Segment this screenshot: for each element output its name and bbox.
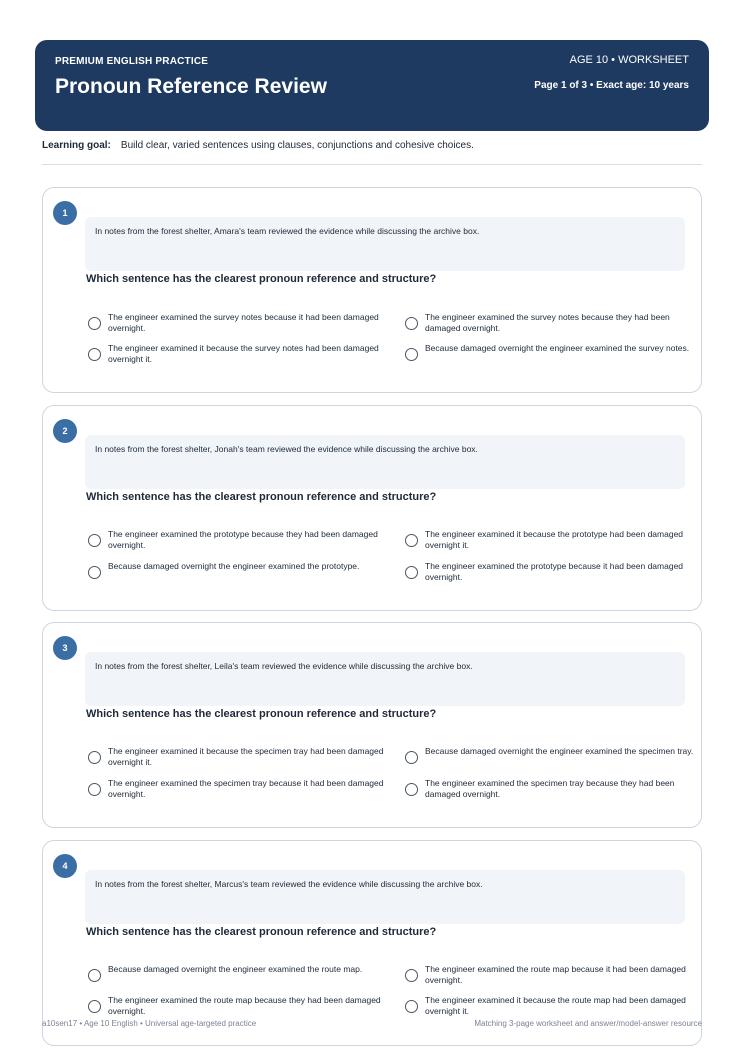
- radio-button[interactable]: [88, 317, 101, 330]
- radio-button[interactable]: [88, 751, 101, 764]
- option-text: Because damaged overnight the engineer examined the survey notes.: [425, 343, 690, 353]
- question-number: 3: [53, 636, 77, 660]
- question-context: In notes from the forest shelter, Jonah's team reviewed the evidence while discussing the archive box.: [85, 435, 685, 489]
- question-card-3: [42, 622, 702, 828]
- option-text: The engineer examined the prototype because they had been damaged overnight.: [108, 529, 378, 550]
- radio-button[interactable]: [88, 534, 101, 547]
- question-card-4: [42, 840, 702, 1046]
- radio-button[interactable]: [405, 1000, 418, 1013]
- radio-button[interactable]: [88, 783, 101, 796]
- footer-right: Matching 3-page worksheet and answer/model-answer resource: [474, 1019, 702, 1028]
- age-worksheet-label: AGE 10 • WORKSHEET: [569, 54, 689, 66]
- radio-button[interactable]: [88, 969, 101, 982]
- radio-button[interactable]: [88, 566, 101, 579]
- question-context: In notes from the forest shelter, Leila's team reviewed the evidence while discussing the archive box.: [85, 652, 685, 706]
- option-text: The engineer examined the route map because it had been damaged overnight.: [425, 964, 686, 985]
- option-text: Because damaged overnight the engineer examined the route map.: [108, 964, 363, 974]
- question-prompt: Which sentence has the clearest pronoun reference and structure?: [86, 491, 437, 503]
- learning-goal-label: Learning goal:: [42, 140, 111, 151]
- radio-button[interactable]: [88, 1000, 101, 1013]
- question-context: In notes from the forest shelter, Marcus's team reviewed the evidence while discussing the archive box.: [85, 870, 685, 924]
- option-text: The engineer examined the survey notes because it had been damaged overnight.: [108, 312, 379, 333]
- option-text: The engineer examined the survey notes because they had been damaged overnight.: [425, 312, 670, 333]
- page-title: Pronoun Reference Review: [55, 75, 327, 98]
- radio-button[interactable]: [405, 317, 418, 330]
- option-text: Because damaged overnight the engineer examined the prototype.: [108, 561, 360, 571]
- learning-goal: [42, 140, 474, 151]
- divider: [42, 164, 702, 165]
- footer-left: a10sen17 • Age 10 English • Universal age-targeted practice: [42, 1019, 257, 1028]
- radio-button[interactable]: [405, 348, 418, 361]
- option-text: The engineer examined the specimen tray because they had been damaged overnight.: [425, 778, 675, 799]
- question-prompt: Which sentence has the clearest pronoun reference and structure?: [86, 926, 437, 938]
- question-context: In notes from the forest shelter, Amara's team reviewed the evidence while discussing the archive box.: [85, 217, 685, 271]
- worksheet-header: [35, 40, 709, 131]
- option-text: The engineer examined the route map because they had been damaged overnight.: [108, 995, 381, 1016]
- option-text: The engineer examined it because the survey notes had been damaged overnight it.: [108, 343, 379, 364]
- question-card-2: [42, 405, 702, 611]
- radio-button[interactable]: [405, 534, 418, 547]
- question-number: 4: [53, 854, 77, 878]
- brand-label: PREMIUM ENGLISH PRACTICE: [55, 56, 209, 67]
- question-number: 2: [53, 419, 77, 443]
- radio-button[interactable]: [405, 783, 418, 796]
- radio-button[interactable]: [405, 969, 418, 982]
- question-prompt: Which sentence has the clearest pronoun reference and structure?: [86, 273, 437, 285]
- question-number: 1: [53, 201, 77, 225]
- option-text: Because damaged overnight the engineer examined the specimen tray.: [425, 746, 694, 756]
- question-prompt: Which sentence has the clearest pronoun reference and structure?: [86, 708, 437, 720]
- option-text: The engineer examined the specimen tray because it had been damaged overnight.: [108, 778, 384, 799]
- option-text: The engineer examined the prototype because it had been damaged overnight.: [425, 561, 684, 582]
- question-card-1: [42, 187, 702, 393]
- radio-button[interactable]: [88, 348, 101, 361]
- option-text: The engineer examined it because the route map had been damaged overnight it.: [425, 995, 686, 1016]
- page-info: Page 1 of 3 • Exact age: 10 years: [534, 80, 689, 91]
- learning-goal-text: Build clear, varied sentences using clauses, conjunctions and cohesive choices.: [120, 140, 474, 151]
- option-text: The engineer examined it because the prototype had been damaged overnight it.: [425, 529, 684, 550]
- radio-button[interactable]: [405, 566, 418, 579]
- radio-button[interactable]: [405, 751, 418, 764]
- option-text: The engineer examined it because the specimen tray had been damaged overnight it.: [108, 746, 384, 767]
